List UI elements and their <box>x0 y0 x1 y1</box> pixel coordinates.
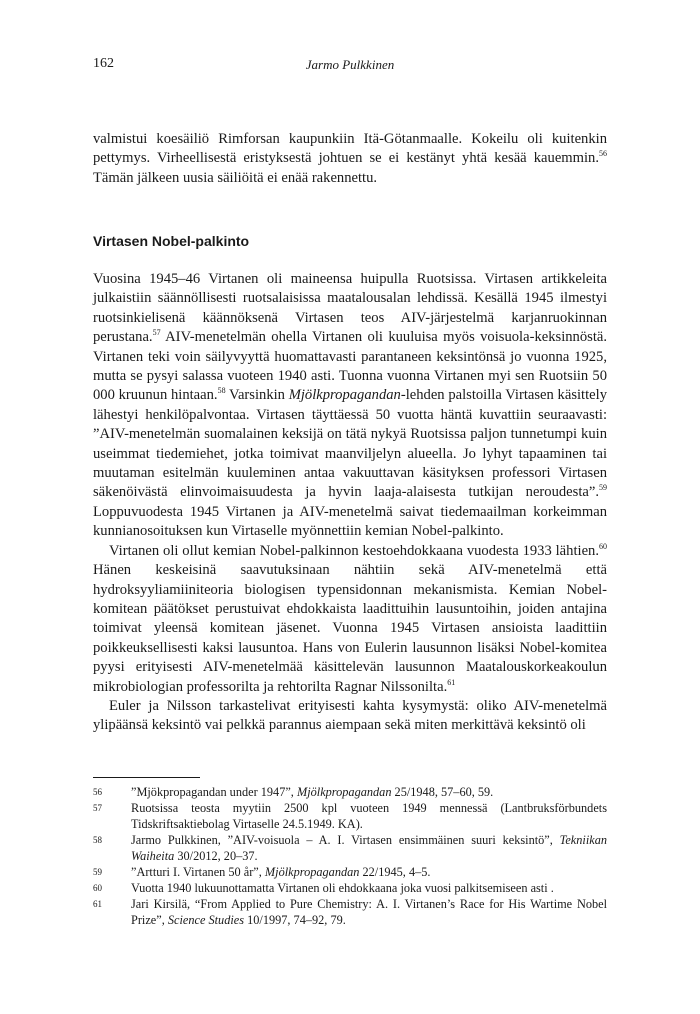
para3-text-1: Euler ja Nilsson tarkastelivat erityisesti kahta kysymystä: oliko AIV-menetelmä ylipäänsä keksintö vai pelkkä parannus aiempaan sekä miten merkittävä keksintö oli <box>93 697 607 734</box>
footnote-journal: Tekniikan Waiheita <box>131 833 607 863</box>
para1-text-4: -lehden palstoilla Virtasen käsittely lähestyi henkilöpalvontaa. Virtasen täyttäessä 50 vuotta häntä kuvattiin seuraavasti: ”AIV-menetelmän suomalainen keksijä on tätä nykyä Ruotsissa paljon tunnetumpi kuin useimmat tiedemiehet, jotka toimivat maanviljelyn alueella. Jo lyhyt tapaaminen tai muutaman esitelmän kuuleminen antaa vakuuttavan käsityksen professori Virtasen säkenöivästä elinvoimaisuudesta ja hyvin laaja-alaisesta tutkijan neroudesta”. <box>93 387 607 501</box>
footnote-ref[interactable]: 59 <box>599 483 607 493</box>
page-number: 162 <box>93 56 114 71</box>
footnote-ref[interactable]: 60 <box>599 541 607 551</box>
footnote-text: 25/1948, 57–60, 59. <box>391 785 494 799</box>
intro-paragraph <box>93 130 607 188</box>
footnote <box>93 896 607 928</box>
footnote-divider <box>93 777 200 778</box>
para2-text-1: Virtanen oli ollut kemian Nobel-palkinnon kestoehdokkaana vuodesta 1933 lähtien. <box>109 542 599 559</box>
footnote-ref[interactable]: 57 <box>152 328 161 338</box>
footnote-number: 56 <box>93 787 102 797</box>
footnote-ref[interactable]: 58 <box>217 386 226 396</box>
footnote-text: Jarmo Pulkkinen, ”AIV-voisuola – A. I. Virtasen ensimmäinen suuri keksintö”, <box>131 833 560 847</box>
footnote-text: 22/1945, 4–5. <box>359 865 431 879</box>
footnote <box>93 800 607 832</box>
paragraph-2 <box>93 542 607 697</box>
footnote-journal: Mjölkpropagandan <box>264 865 360 879</box>
para2-text-2: Hänen keskeisinä saavutuksinaan nähtiin sekä AIV-menetelmä että hydroksyyliamiiniteoria biologisen typensidonnan mekanismista. Kemian Nobel-komitean päätökset perustuivat ehdokkaista laadittuihin lausuntoihin, joiden antajina toimivat yleensä komitean jäsenet. Vuonna 1945 Virtasen ansioista laadittiin poikkeuksellisesti kaksi lausuntoa. Hans von Eulerin lausunnon lisäksi Nobel-komitea pyysi erityisesti AIV-menetelmää käsittelevän lausunnon Maatalouskorkeakoulun mikrobiologian professorilta ja rehtorilta Ragnar Nilssonilta. <box>93 562 607 695</box>
main-text <box>93 270 607 736</box>
paragraph-1 <box>93 270 607 542</box>
para1-text-3: Varsinkin <box>225 387 289 404</box>
footnote-journal: Mjölkpropagandan <box>296 785 392 799</box>
footnote-text: 10/1997, 74–92, 79. <box>244 913 346 927</box>
page-header <box>93 56 607 76</box>
footnote-number: 59 <box>93 867 102 877</box>
footnote-ref[interactable]: 56 <box>599 149 607 159</box>
footnote <box>93 784 607 800</box>
footnote-text: 30/2012, 20–37. <box>174 849 258 863</box>
section-heading: Virtasen Nobel-palkinto <box>93 233 250 249</box>
footnote-number: 57 <box>93 803 102 813</box>
para1-text-1: Vuosina 1945–46 Virtanen oli maineensa huipulla Ruotsissa. Virtasen artikkeleita julkaistiin säännöllisesti ruotsalaisissa maatalousalan lehdissä. Kesällä 1945 ilmestyi ruotsinkielisenä käännöksenä Virtasen teos AIV-järjestelmä karjanruokinnan perustana. <box>93 271 607 346</box>
footnote <box>93 864 607 880</box>
footnote-ref[interactable]: 61 <box>447 677 456 687</box>
footnote-text: Vuotta 1940 lukuunottamatta Virtanen oli ehdokkaana joka vuosi palkitsemiseen asti . <box>131 881 554 895</box>
footnote-text: Jari Kirsilä, “From Applied to Pure Chemistry: A. I. Virtanen’s Race for His Wartime Nobel Prize”, <box>131 897 607 927</box>
footnotes <box>93 784 607 928</box>
para1-text-5: Loppuvuodesta 1945 Virtanen ja AIV-menetelmä saivat tiedemaailman korkeimman kunnianosoituksen kun Virtaselle myönnettiin kemian Nobel-palkinto. <box>93 503 607 540</box>
footnote-number: 58 <box>93 835 102 845</box>
running-head: Jarmo Pulkkinen <box>305 57 395 72</box>
footnote <box>93 832 607 864</box>
footnote-text: ”Artturi I. Virtanen 50 år”, <box>131 865 265 879</box>
footnote-text: ”Mjökpropagandan under 1947”, <box>131 785 297 799</box>
para1-text-2: AIV-menetelmän ohella Virtanen oli kuuluisa myös voisuola-keksinnöstä. Virtanen teki voin säilyvyyttä huomattavasti parantaneen keksintönsä jo vuonna 1925, mutta se pysyi salassa vuoteen 1940 asti. Tuonna vuonna Virtanen myi sen Ruotsiin 50 000 kruunun hintaan. <box>93 329 607 404</box>
footnote <box>93 880 607 896</box>
intro-text-2: Tämän jälkeen uusia säiliöitä ei enää rakennettu. <box>93 169 378 186</box>
footnote-number: 61 <box>93 899 102 909</box>
journal-title: Mjölkpropagandan <box>288 387 401 404</box>
intro-text: valmistui koesäiliö Rimforsan kaupunkiin Itä-Götanmaalle. Kokeilu oli kuitenkin pettymys. Virheellisestä eristyksestä johtuen se ei kestänyt yhtä kesää kauemmin. <box>93 131 607 167</box>
paragraph-3 <box>93 697 607 736</box>
footnote-journal: Science Studies <box>167 913 245 927</box>
footnote-text: Ruotsissa teosta myytiin 2500 kpl vuoteen 1949 mennessä (Lantbruksförbundets Tidskriftsaktiebolag Virtaselle 24.5.1949. KA). <box>131 801 607 831</box>
footnote-number: 60 <box>93 883 102 893</box>
